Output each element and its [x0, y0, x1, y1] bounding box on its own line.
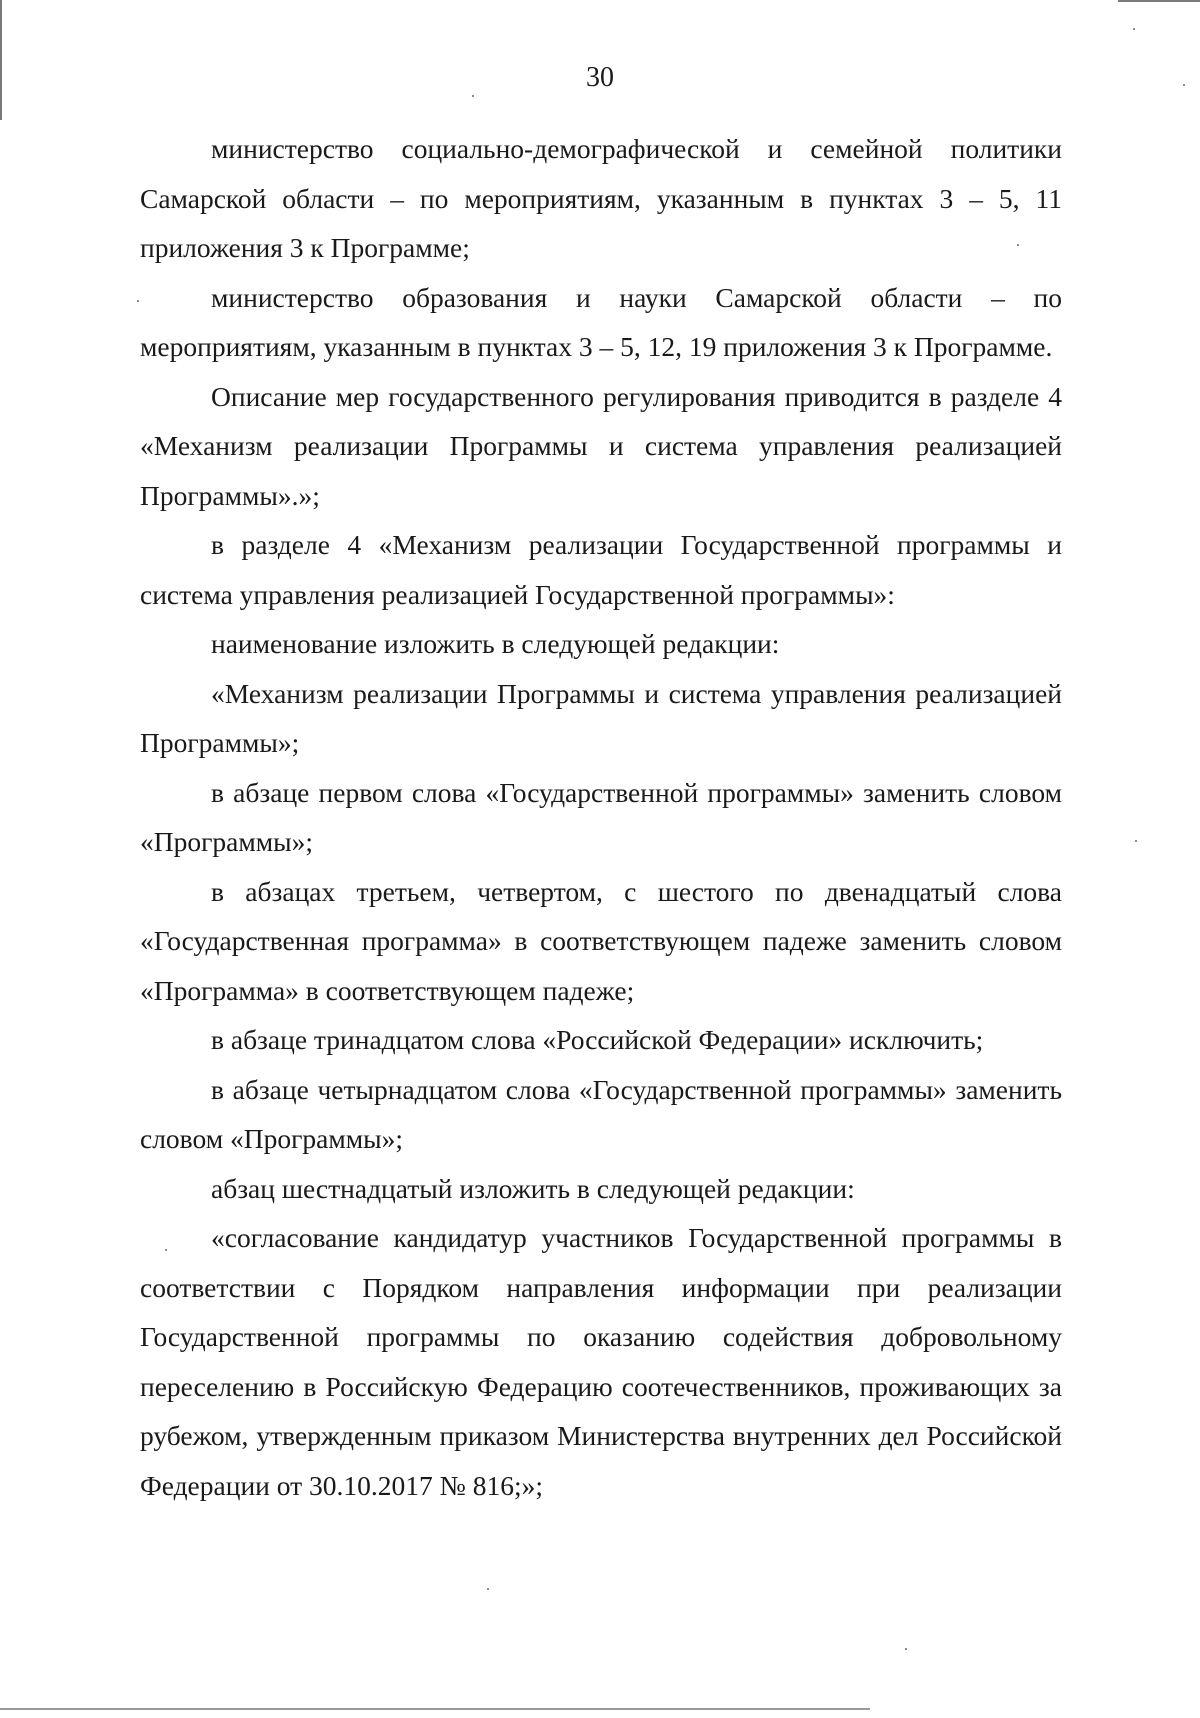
paragraph-first-abzac: в абзаце первом слова «Государственной программы» заменить словом «Программы»;: [140, 776, 1062, 857]
paragraph-abzac-16: абзац шестнадцатый изложить в следующей редакции:: [211, 1172, 855, 1204]
paragraph-new-title: «Механизм реализации Программы и система управления реализацией Программы»;: [140, 677, 1062, 758]
page-number: 30: [586, 62, 614, 93]
document-body: [140, 124, 1062, 1510]
paragraph-abzac-13: в абзаце тринадцатом слова «Российской Федерации» исключить;: [211, 1024, 984, 1055]
paragraph-abzac-14: в абзаце четырнадцатом слова «Государственной программы» заменить словом «Программы»;: [140, 1073, 1062, 1154]
paragraph-ministry-education: министерство образования и науки Самарской области – по мероприятиям, указанным в пунктах 3 – 5, 12, 19 приложения 3 к Программе.: [140, 281, 1062, 362]
paragraph-abzacs-3-12: в абзацах третьем, четвертом, с шестого по двенадцатый слова «Государственная программа» в соответствующем падеже заменить словом «Программа» в соответствующем падеже;: [140, 875, 1062, 1006]
paragraph-candidates: «согласование кандидатур участников Государственной программы в соответствии с Порядком направления информации при реализации Государственной программы по оказанию содействия добровольному переселению в Российскую Федерацию соотечественников, проживающих за рубежом, утвержденным приказом Министерства внутренних дел Российской Федерации от 30.10.2017 № 816;»;: [140, 1222, 1062, 1501]
paragraph-ministry-social: министерство социально-демографической и семейной политики Самарской области – по мероприятиям, указанным в пунктах 3 – 5, 11 приложения 3 к Программе;: [140, 133, 1062, 263]
scan-edge-top-right: [1118, 0, 1200, 2]
scan-speck: [1133, 28, 1135, 30]
paragraph-regulation-measures: Описание мер государственного регулирования приводится в разделе 4 «Механизм реализации Программы и система управления реализацией Программы».»;: [140, 380, 1062, 511]
scan-edge-left: [0, 0, 2, 120]
scan-speck: [137, 300, 139, 302]
scan-speck: [487, 1588, 489, 1590]
scan-speck: [1135, 840, 1137, 842]
scan-edge-bottom: [0, 1708, 870, 1710]
scan-speck: [472, 95, 474, 97]
paragraph-rename: наименование изложить в следующей редакции:: [211, 628, 780, 659]
paragraph-section-4: в разделе 4 «Механизм реализации Государственной программы и система управления реализацией Государственной программы»:: [140, 529, 1062, 610]
scan-speck: [905, 1648, 907, 1650]
